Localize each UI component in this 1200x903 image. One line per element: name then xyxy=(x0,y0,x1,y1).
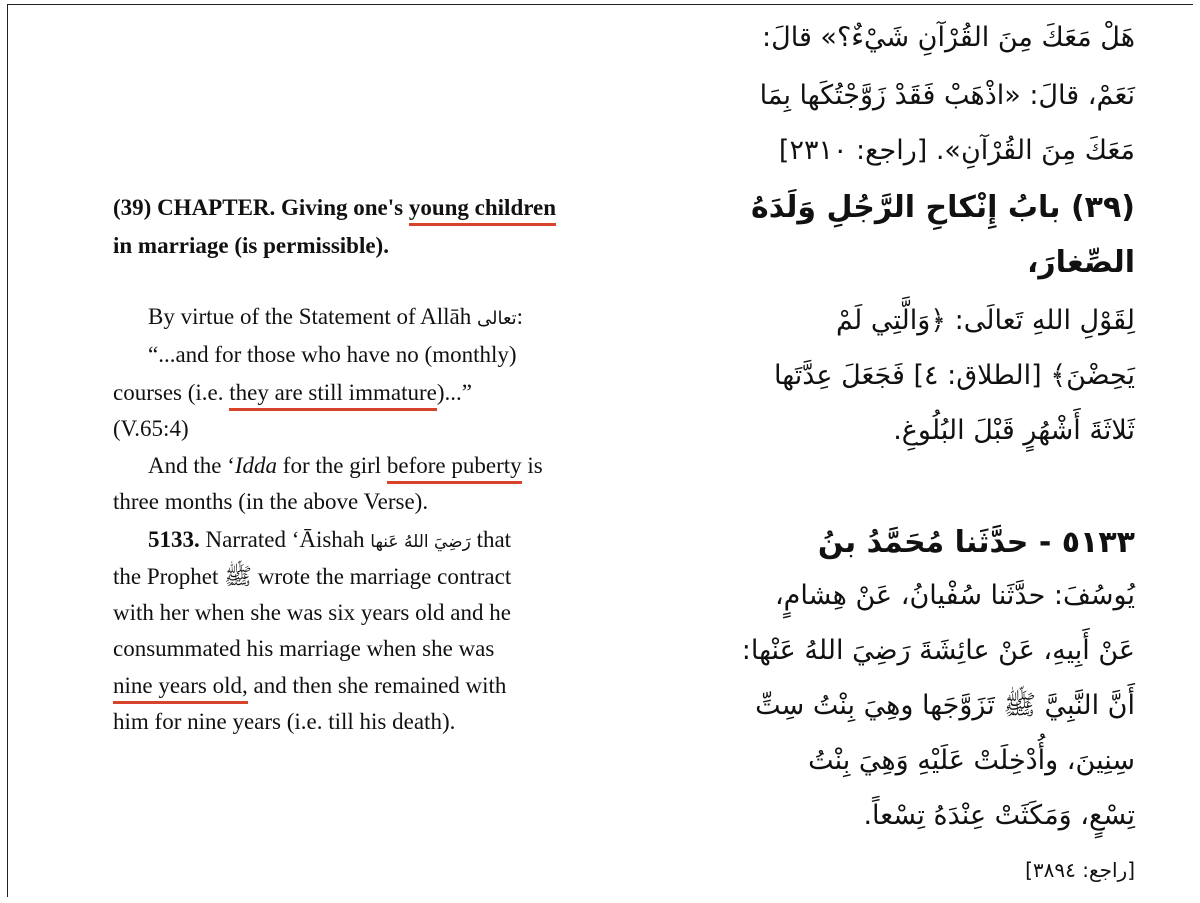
hadith-line3: with her when she was six years old and he xyxy=(113,600,511,625)
arabic-chapter-line2: الصِّغارَ، xyxy=(1027,245,1135,280)
arabic-verse-line2: يَحِضْنَ﴾ [الطلاق: ٤] فَجَعَلَ عِدَّتَها xyxy=(774,360,1135,391)
highlight-young-children: young children xyxy=(409,195,556,226)
hadith-line4: consummated his marriage when she was xyxy=(113,636,495,661)
arabic-hadith-line4: أَنَّ النَّبِيَّ ﷺ تَزَوَّجَها وهِيَ بِنْتُ سِتِّ xyxy=(755,690,1135,721)
hadith-line1: 5133. Narrated ‘Āishah رَضِيَ اللهُ عَنها that xyxy=(148,527,512,552)
highlight-still-immature: they are still immature xyxy=(229,380,437,411)
hadith-line2: the Prophet ﷺ wrote the marriage contract xyxy=(113,564,512,589)
arabic-verse-line3: ثَلاثَةَ أَشْهُرٍ قَبْلَ البُلُوغِ. xyxy=(893,415,1135,446)
verse-line6: three months (in the above Verse). xyxy=(113,489,429,514)
verse-line3: courses (i.e. they are still immature)...” xyxy=(113,380,472,406)
verse-reference: (V.65:4) xyxy=(113,416,189,441)
verse-line2: “...and for those who have no (monthly) xyxy=(148,342,517,367)
verse-line1: By virtue of the Statement of Allāh تعالى: xyxy=(148,304,524,329)
arabic-hadith-line1: ٥١٣٣ - حدَّثَنا مُحَمَّدُ بنُ xyxy=(817,525,1135,560)
arabic-hadith-reference: [راجع: ٣٨٩٤] xyxy=(1025,858,1135,882)
highlight-nine-years-old: nine years old, xyxy=(113,673,248,704)
arabic-verse-line1: لِقَوْلِ اللهِ تَعالَى: ﴿وَالَّتِي لَمْ xyxy=(836,305,1135,336)
arabic-hadith-line3: عَنْ أَبِيهِ، عَنْ عائِشَةَ رَضِيَ اللهُ عَنْها: xyxy=(741,635,1135,666)
chapter-heading-line1: (39) CHAPTER. Giving one's young children xyxy=(113,195,556,221)
arabic-hadith-line5: سِنِينَ، وأُدْخِلَتْ عَلَيْهِ وَهِيَ بِنْتُ xyxy=(808,745,1135,776)
chapter-heading-line2: in marriage (is permissible). xyxy=(113,233,389,258)
verse-line5: And the ‘Idda for the girl before puberty is xyxy=(148,453,543,479)
arabic-top-line3: مَعَكَ مِنَ القُرْآنِ». [راجع: ٢٣١٠] xyxy=(778,135,1135,166)
arabic-top-line2: نَعَمْ، قالَ: «اذْهَبْ فَقَدْ زَوَّجْتُكَها بِمَا xyxy=(759,80,1135,111)
hadith-line5: nine years old, and then she remained with xyxy=(113,673,506,699)
arabic-chapter-line1: (٣٩) بابُ إِنْكاحِ الرَّجُلِ وَلَدَهُ xyxy=(751,190,1135,225)
arabic-hadith-line2: يُوسُفَ: حدَّثَنا سُفْيانُ، عَنْ هِشامٍ، xyxy=(774,580,1135,611)
arabic-top-line1: هَلْ مَعَكَ مِنَ القُرْآنِ شَيْءٌ؟» قالَ: xyxy=(762,22,1135,53)
arabic-hadith-line6: تِسْعٍ، وَمَكَثَتْ عِنْدَهُ تِسْعاً. xyxy=(863,800,1135,831)
hadith-line6: him for nine years (i.e. till his death). xyxy=(113,709,456,734)
highlight-before-puberty: before puberty xyxy=(387,453,522,484)
